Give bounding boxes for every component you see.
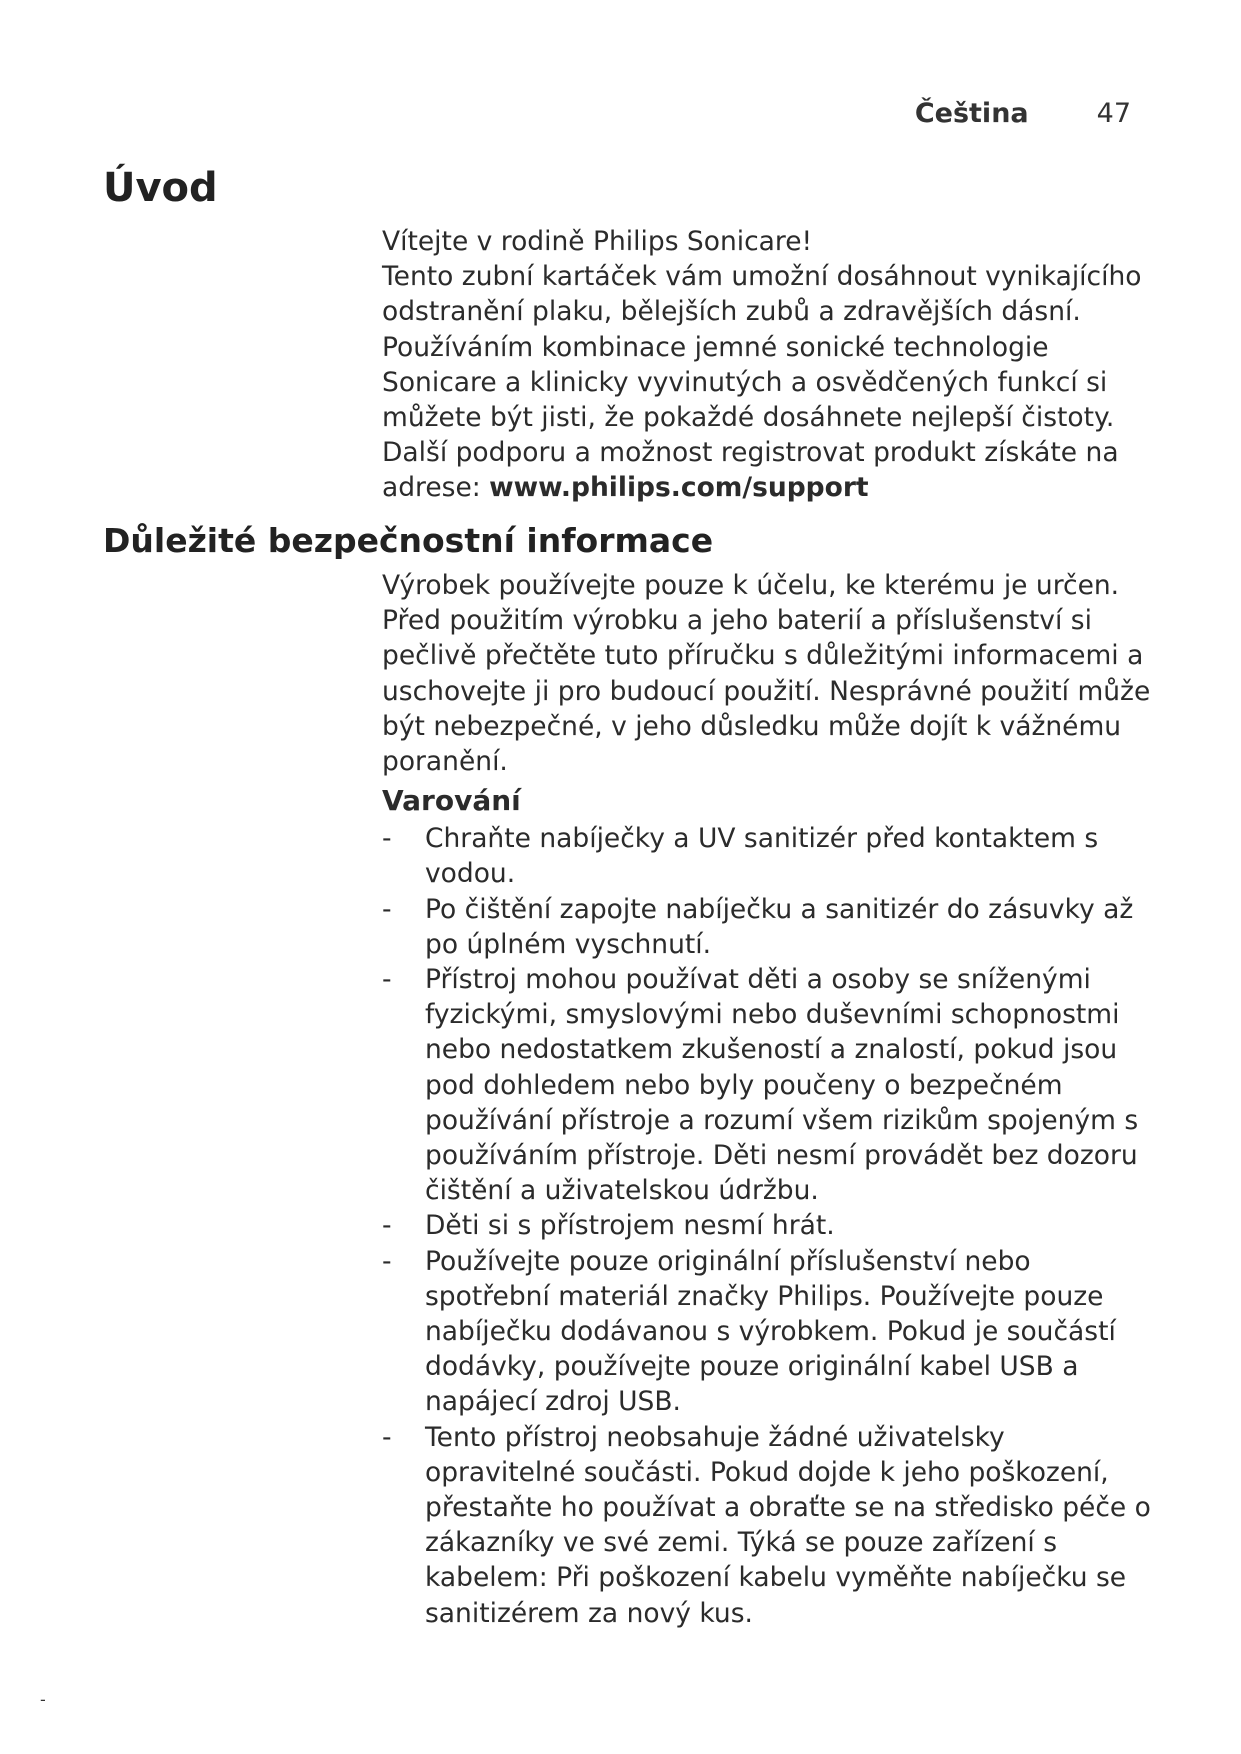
- warning-text: Děti si s přístrojem nesmí hrát.: [425, 1210, 835, 1242]
- warning-item: [382, 892, 1162, 962]
- safety-body: [382, 568, 1162, 1631]
- dash-marker: -: [382, 1245, 392, 1277]
- warning-item: [382, 1420, 1162, 1631]
- page-number: 47: [1096, 98, 1131, 129]
- warning-text: Chraňte nabíječky a UV sanitizér před kontaktem s vodou.: [425, 823, 1099, 890]
- support-url: www.philips.com/support: [489, 472, 869, 504]
- page-header: [915, 98, 1131, 129]
- warning-list: [382, 821, 1162, 1631]
- dash-marker: -: [382, 893, 392, 925]
- safety-paragraph: Výrobek používejte pouze k účelu, ke kterému je určen. Před použitím výrobku a jeho baterií a příslušenství si pečlivě přečtěte tuto příručku s důležitými informacemi a uschovejte ji pro budoucí použití. Nesprávné použití může být nebezpečné, v jeho důsledku může dojít k vážnému poranění.: [382, 570, 1151, 778]
- warning-text: Přístroj mohou používat děti a osoby se sníženými fyzickými, smyslovými nebo duševními schopnostmi nebo nedostatkem zkušeností a znalostí, pokud jsou pod dohledem nebo byly poučeny o bezpečném používání přístroje a rozumí všem rizikům spojeným s používáním přístroje. Děti nesmí provádět bez dozoru čištění a uživatelskou údržbu.: [425, 964, 1139, 1207]
- warning-item: [382, 1244, 1162, 1420]
- warning-text: Používejte pouze originální příslušenství nebo spotřební materiál značky Philips. Používejte pouze nabíječku dodávanou s výrobkem. Pokud je součástí dodávky, používejte pouze originální kabel USB a napájecí zdroj USB.: [425, 1245, 1116, 1418]
- intro-paragraph: [382, 259, 1162, 505]
- dash-marker: -: [382, 823, 392, 855]
- warning-item: [382, 1208, 1162, 1243]
- language-label: Čeština: [914, 98, 1029, 129]
- dash-marker: -: [382, 964, 392, 996]
- dash-marker: -: [382, 1421, 392, 1453]
- intro-title: Úvod: [103, 165, 218, 211]
- warning-item: [382, 962, 1162, 1208]
- intro-greeting: Vítejte v rodině Philips Sonicare!: [382, 226, 813, 257]
- warning-item: [382, 821, 1162, 891]
- corner-mark: -: [40, 1690, 46, 1709]
- warning-heading: Varování: [382, 784, 521, 818]
- warning-text: Po čištění zapojte nabíječku a sanitizér do zásuvky až po úplném vyschnutí.: [425, 893, 1134, 960]
- safety-title: Důležité bezpečnostní informace: [103, 521, 714, 560]
- dash-marker: -: [382, 1210, 392, 1242]
- intro-body: [382, 224, 1162, 506]
- warning-text: Tento přístroj neobsahuje žádné uživatelsky opravitelné součásti. Pokud dojde k jeho poškození, přestaňte ho používat a obraťte se na středisko péče o zákazníky ve své zemi. Týká se pouze zařízení s kabelem: Při poškození kabelu vyměňte nabíječku se sanitizérem za nový kus.: [425, 1421, 1151, 1629]
- intro-text: Tento zubní kartáček vám umožní dosáhnout vynikajícího odstranění plaku, bělejších zubů a zdravějších dásní. Používáním kombinace jemné sonické technologie Sonicare a klinicky vyvinutých a osvědčených funkcí si můžete být jisti, že pokaždé dosáhnete nejlepší čistoty. Další podporu a možnost registrovat produkt získáte na adrese:: [382, 261, 1142, 504]
